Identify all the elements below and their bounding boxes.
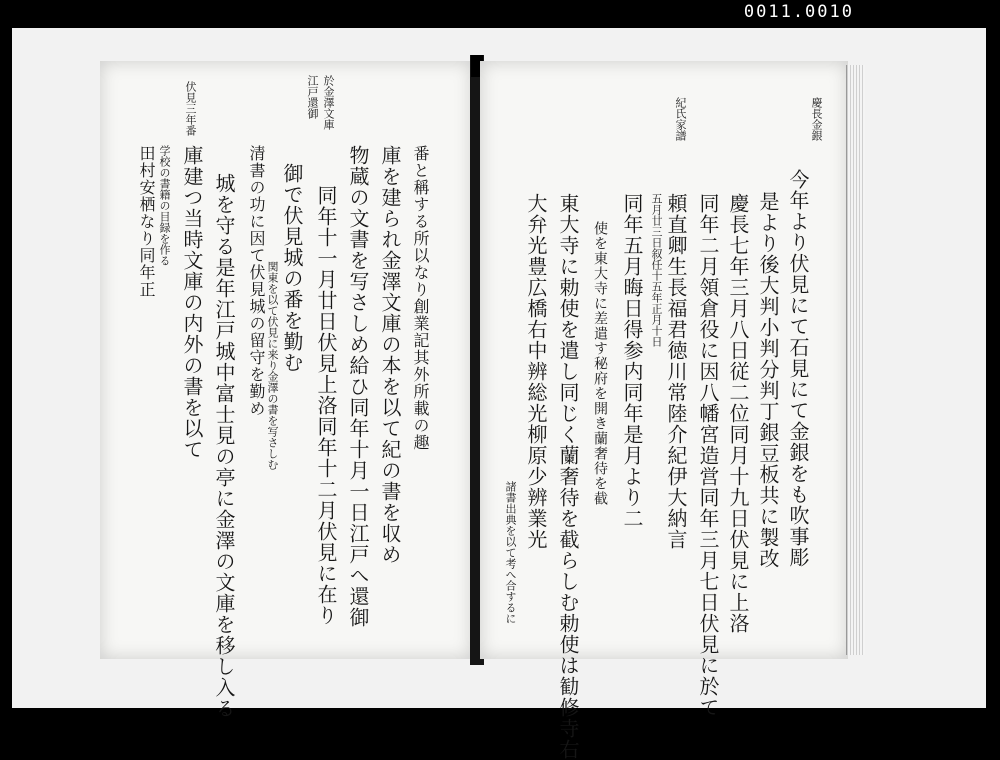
right-text-column: 東大寺に勅使を遣し同じく蘭奢待を截らしむ勅使は勧修寺右 [556,193,580,760]
right-text-column: 今年より伏見にて石見にて金銀をも吹事彫 [786,169,810,568]
right-text-column: 大弁光豊広橋右中辨総光柳原少辨業光 [524,193,548,550]
left-text-column: 物蔵の文書を写さしめ給ひ同年十月一日江戸へ還御 [346,145,370,628]
left-note-column: 関東を以て伏見に来り金澤の書を写さしむ [266,261,279,470]
right-text-column: 同年二月領倉役に因八幡宮造営同年三月七日伏見に於て [696,193,720,718]
left-marginal-note-3: 於金澤文庫 [322,75,335,130]
right-marginal-note-1: 慶長金銀 [810,97,823,141]
left-text-column: 庫を建られ金澤文庫の本を以て紀の書を収め [378,145,402,565]
left-text-column: 庫建つ当時文庫の内外の書を以て [180,145,204,460]
right-text-column: 頼直卿生長福君徳川常陸介紀伊大納言 [664,193,688,550]
left-text-column: 清書の功に因て伏見城の留守を勤め [247,145,266,417]
right-text-column: 慶長七年三月八日従二位同月十九日伏見に上洛 [726,193,750,634]
open-book [100,55,865,760]
right-note-column: 五月廿三日叙任十五年正月十日 [650,193,663,347]
left-text-column: 城を守る是年江戸城中富士見の亭に金澤の文庫を移し入る [212,173,236,719]
right-text-column: 是より後大判小判分判丁銀豆板共に製改 [756,191,780,569]
right-page [480,61,848,760]
left-text-column: 同年十一月廿日伏見上洛同年十二月伏見に在り [314,185,338,626]
page-stack-edge [846,65,865,655]
left-text-column: 御で伏見城の番を勤む [280,163,304,373]
left-text-column: 田村安栖なり同年正 [137,145,156,298]
right-note-column: 諸書出典を以て考へ合するに [504,481,517,624]
right-text-column: 同年五月晦日得参内同年是月より二 [620,193,644,529]
right-marginal-note-2: 紀氏家譜 [674,97,687,141]
left-note-column: 学校の書籍の目録を作る [158,145,171,266]
left-marginal-note-2: 江戸還御 [306,75,319,119]
left-marginal-note-1: 伏見三年番 [184,81,197,136]
right-text-column: 使を東大寺に差遣す秘府を開き蘭奢待を截 [592,221,608,506]
left-page [100,61,473,719]
left-text-column: 番と稱する所以なり創業記其外所載の趣 [411,145,430,451]
frame-id-label: 0011.0010 [743,2,854,22]
